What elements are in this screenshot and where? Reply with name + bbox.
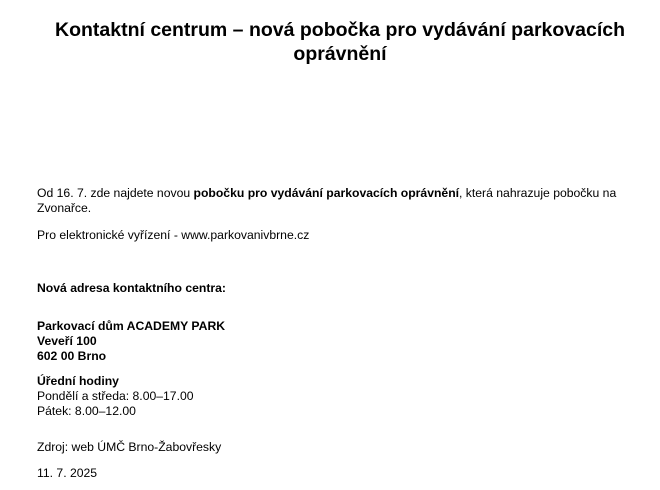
address-block [37,319,637,364]
address-heading: Nová adresa kontaktního centra: [37,281,226,295]
address-line-1: Parkovací dům ACADEMY PARK [37,319,226,333]
hours-heading: Úřední hodiny [37,374,119,388]
intro-prefix: Od 16. 7. zde najdete novou [37,186,194,200]
electronic-paragraph: Pro elektronické vyřízení - www.parkovanivbrne.cz [37,228,310,242]
address-line-3: 602 00 Brno [37,349,107,363]
date-line: 11. 7. 2025 [37,466,98,480]
intro-paragraph [37,186,637,216]
address-line-2: Veveří 100 [37,334,97,348]
page-title: Kontaktní centrum – nová pobočka pro vydávání parkovacích oprávnění [55,19,625,65]
hours-line-2: Pátek: 8.00–12.00 [37,404,136,418]
hours-block [37,389,637,419]
source-line: Zdroj: web ÚMČ Brno-Žabovřesky [37,440,222,454]
intro-suffix: , která nahrazuje pobočku na Zvonařce. [37,186,617,215]
hours-line-1: Pondělí a středa: 8.00–17.00 [37,389,194,403]
intro-bold: pobočku pro vydávání parkovacích oprávnění [193,186,460,200]
